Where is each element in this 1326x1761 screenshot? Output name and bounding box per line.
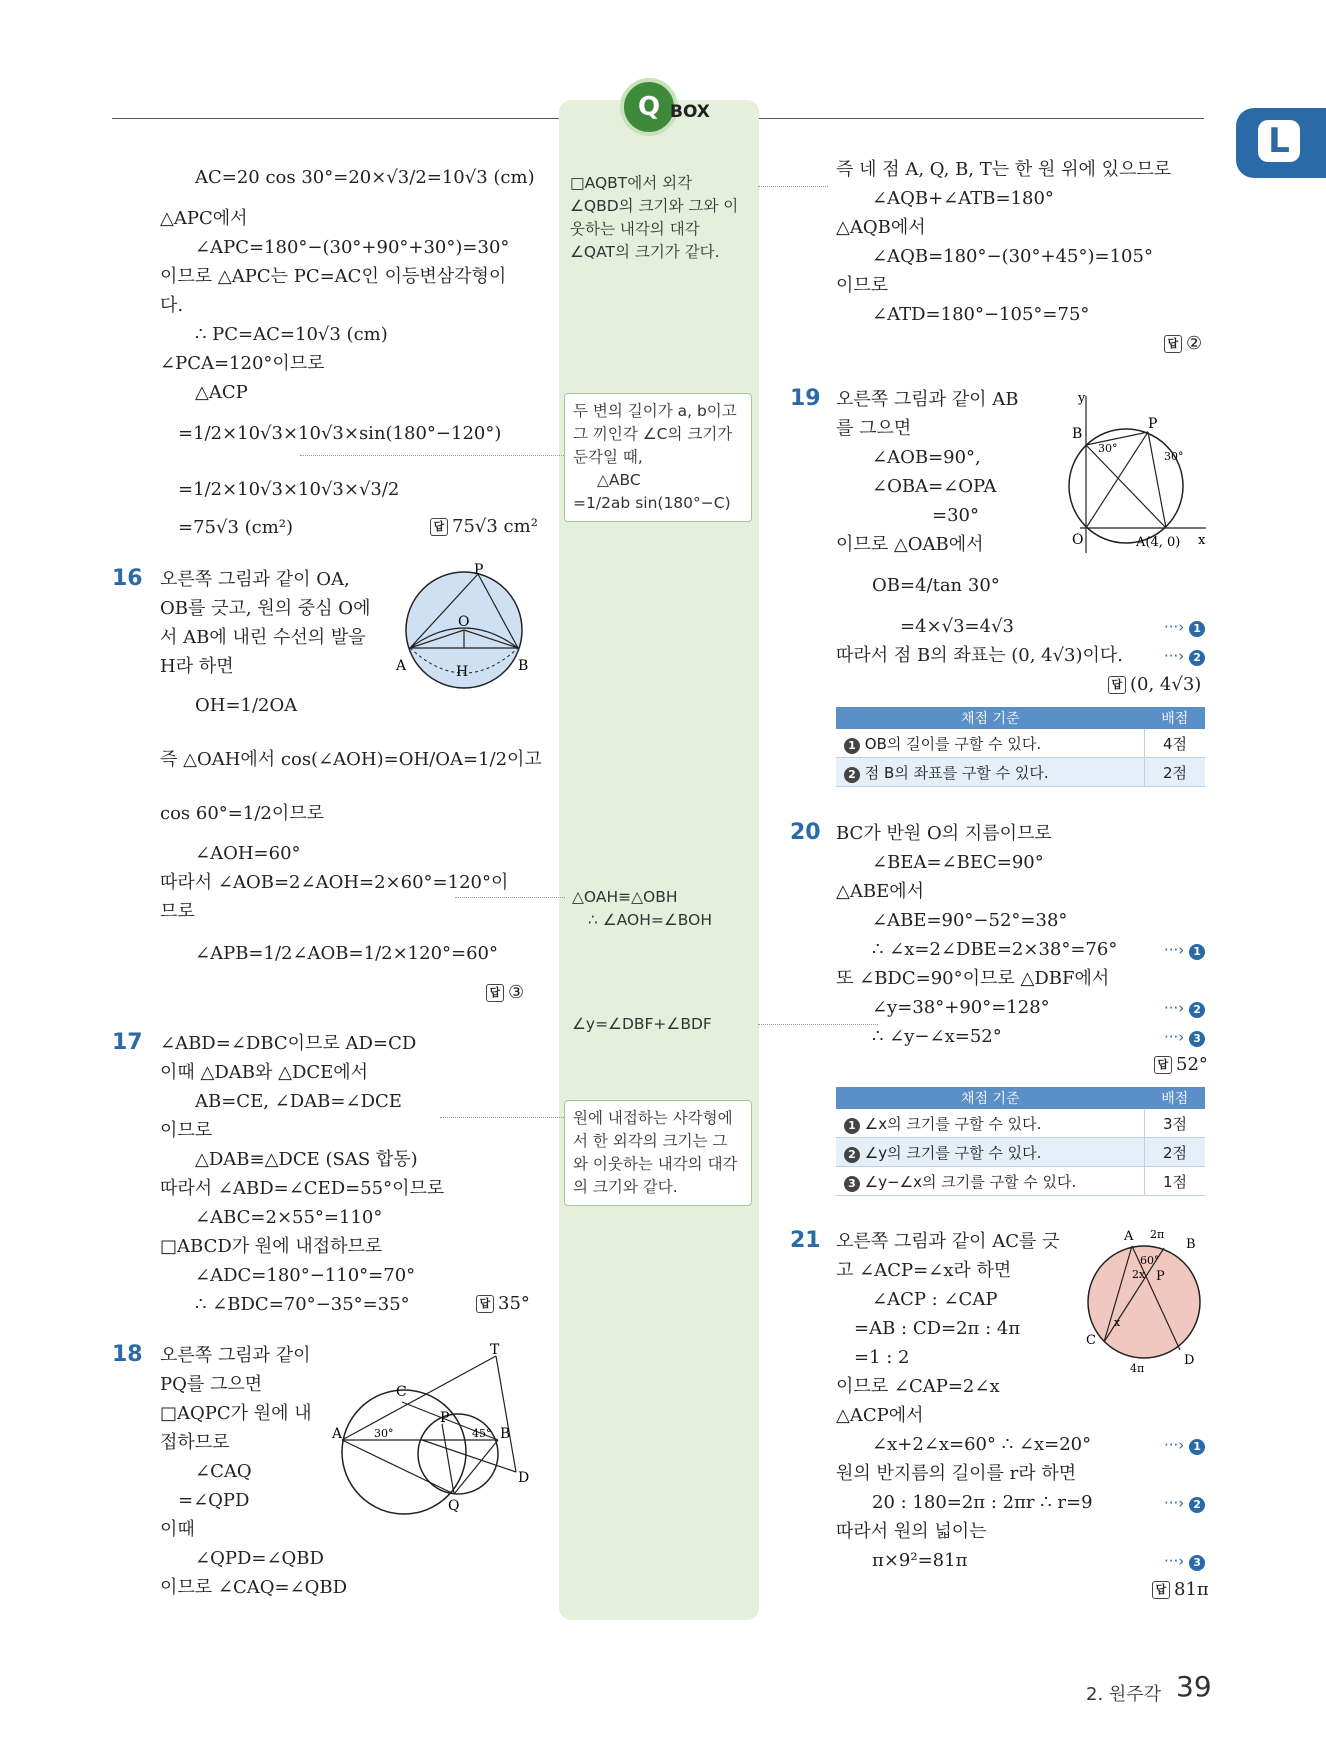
p15-line: ∠APC=180°−(30°+90°+30°)=30° xyxy=(195,237,510,258)
qbox-note-2 xyxy=(564,393,752,522)
p18c-line: ∠AQB+∠ATB=180° xyxy=(872,188,1054,209)
p20-rubric-table xyxy=(836,1087,1205,1196)
fig-label: x xyxy=(1198,533,1206,548)
fig-label: A xyxy=(1124,1229,1134,1244)
step-marker: ···› 1 xyxy=(1164,618,1205,637)
p17-answer xyxy=(476,1293,530,1314)
p19-line: 를 그으면 xyxy=(836,418,912,439)
step-number: 3 xyxy=(844,1176,860,1192)
step-number: 2 xyxy=(1189,1497,1205,1513)
p20-line: ∠BEA=∠BEC=90° xyxy=(872,852,1044,873)
leader-line xyxy=(758,186,828,187)
p15-line: ∴ PC=AC=10√3 (cm) xyxy=(195,324,388,345)
p19-line: 이므로 △OAB에서 xyxy=(836,534,984,555)
step-marker: ···› 2 xyxy=(1164,1494,1205,1513)
step-number: 1 xyxy=(1189,944,1205,960)
rubric-header: 배점 xyxy=(1145,707,1206,729)
p18-line: ∠QPD=∠QBD xyxy=(195,1548,324,1569)
p18-line: □AQPC가 원에 내 xyxy=(160,1403,312,1424)
p18-line: 이므로 ∠CAQ=∠QBD xyxy=(160,1577,348,1598)
p21-answer-text: 81π xyxy=(1174,1579,1209,1600)
note-line: 둔각일 때, xyxy=(573,448,643,466)
p15-answer xyxy=(430,516,538,537)
problem-number: 18 xyxy=(112,1342,143,1367)
qbox-note-5 xyxy=(564,1100,752,1206)
rubric-header: 채점 기준 xyxy=(836,707,1145,729)
step-number: 1 xyxy=(844,1118,860,1134)
rubric-text: OB의 길이를 구할 수 있다. xyxy=(864,734,1042,753)
p15-line: =1/2×10√3×10√3×sin(180°−120°) xyxy=(178,423,502,444)
answer-icon: 답 xyxy=(1164,335,1182,353)
p20-line: ∴ ∠x=2∠DBE=2×38°=76° xyxy=(872,939,1118,960)
p21-line: △ACP에서 xyxy=(836,1405,924,1426)
chapter-tab-letter: L xyxy=(1258,120,1300,162)
p15-line: ∠PCA=120°이므로 xyxy=(160,353,325,374)
p16-figure xyxy=(396,562,538,688)
rubric-points: 3점 xyxy=(1145,1109,1206,1138)
step-number: 2 xyxy=(1189,1002,1205,1018)
p16-line: 즉 △OAH에서 cos(∠AOH)=OH/OA=1/2이고 xyxy=(160,749,542,770)
qbox-note-4 xyxy=(572,1013,712,1036)
fig-label: O xyxy=(458,614,470,630)
note-line: ∴ ∠AOH=∠BOH xyxy=(588,911,712,929)
p19-line: ∠OBA=∠OPA xyxy=(872,476,997,497)
qbox-note-3 xyxy=(572,886,712,932)
footer-page-number: 39 xyxy=(1176,1670,1212,1703)
fig-label: 30° xyxy=(1098,442,1118,455)
leader-line xyxy=(455,897,565,898)
note-line: 두 변의 길이가 a, b이고 xyxy=(573,402,737,420)
p17-line: 이므로 xyxy=(160,1120,213,1141)
note-line: △ABC xyxy=(597,471,641,489)
fig-label: 4π xyxy=(1130,1362,1145,1375)
problem-number: 21 xyxy=(790,1228,821,1253)
step-marker: ···› 1 xyxy=(1164,1436,1205,1455)
qbox-note-1 xyxy=(570,172,738,264)
p19-rubric-table xyxy=(836,707,1205,787)
p16-line: OH=1/2OA xyxy=(195,695,298,716)
p16-line: 서 AB에 내린 수선의 발을 xyxy=(160,627,366,648)
note-line: 웃하는 내각의 대각 xyxy=(570,220,700,238)
qbox-column xyxy=(559,100,759,1620)
p21-line: π×9²=81π xyxy=(872,1550,968,1571)
p18c-line: ∠ATD=180°−105°=75° xyxy=(872,304,1090,325)
p18-line: =∠QPD xyxy=(178,1490,250,1511)
answer-icon: 답 xyxy=(1154,1056,1172,1074)
fig-label: B xyxy=(1072,426,1083,442)
note-line: 그 끼인각 ∠C의 크기가 xyxy=(573,425,733,443)
p17-answer-text: 35° xyxy=(498,1293,530,1314)
step-number: 1 xyxy=(1189,1439,1205,1455)
p21-line: 20 : 180=2π : 2πr ∴ r=9 xyxy=(872,1492,1093,1513)
note-line: 원에 내접하는 사각형에 xyxy=(573,1109,733,1127)
p16-line: 오른쪽 그림과 같이 OA, xyxy=(160,569,350,590)
problem-number: 20 xyxy=(790,820,821,845)
p17-line: □ABCD가 원에 내접하므로 xyxy=(160,1236,383,1257)
fig-label: B xyxy=(518,658,529,674)
p19-answer-text: (0, 4√3) xyxy=(1130,674,1202,695)
fig-label: 30° xyxy=(374,1427,394,1440)
fig-label: P xyxy=(474,562,484,578)
step-number: 2 xyxy=(844,767,860,783)
p17-line: 이때 △DAB와 △DCE에서 xyxy=(160,1062,369,1083)
p20-line: ∴ ∠y−∠x=52° xyxy=(872,1026,1002,1047)
p17-line: △DAB≡△DCE (SAS 합동) xyxy=(195,1149,418,1170)
p18-line: ∠CAQ xyxy=(195,1461,252,1482)
p15-line: =1/2×10√3×10√3×√3/2 xyxy=(178,479,400,500)
fig-label: 2x xyxy=(1132,1268,1146,1281)
p20-answer-text: 52° xyxy=(1176,1054,1208,1075)
p21-line: 따라서 원의 넓이는 xyxy=(836,1521,987,1542)
answer-icon: 답 xyxy=(1108,676,1126,694)
rubric-cell xyxy=(836,758,1145,787)
step-number: 2 xyxy=(844,1147,860,1163)
p21-line: ∠x+2∠x=60° ∴ ∠x=20° xyxy=(872,1434,1092,1455)
step-marker: ···› 2 xyxy=(1164,647,1205,666)
p20-answer xyxy=(1154,1054,1208,1075)
fig-label: D xyxy=(1184,1353,1195,1368)
qbox-title: BOX xyxy=(670,102,710,122)
p20-line: △ABE에서 xyxy=(836,881,924,902)
problem-number: 16 xyxy=(112,566,143,591)
fig-label: C xyxy=(1086,1333,1096,1348)
fig-label: H xyxy=(456,664,469,680)
p21-answer xyxy=(1152,1579,1209,1600)
note-line: ∠y=∠DBF+∠BDF xyxy=(572,1015,712,1033)
fig-label: A xyxy=(332,1426,343,1442)
p19-line: ∠AOB=90°, xyxy=(872,447,981,468)
p15-answer-text: 75√3 cm² xyxy=(452,516,538,537)
p18c-line: ∠AQB=180°−(30°+45°)=105° xyxy=(872,246,1153,267)
fig-label: C xyxy=(396,1384,407,1400)
fig-label: 45° xyxy=(472,1427,492,1440)
p15-line: 다. xyxy=(160,295,184,316)
qbox-badge: Q xyxy=(620,78,678,136)
p18-answer-text: ② xyxy=(1186,333,1203,354)
p20-line: BC가 반원 O의 지름이므로 xyxy=(836,823,1052,844)
chapter-tab xyxy=(1236,108,1326,178)
p17-line: 따라서 ∠ABD=∠CED=55°이므로 xyxy=(160,1178,445,1199)
p16-line: OB를 긋고, 원의 중심 O에 xyxy=(160,598,371,619)
p17-line: ∴ ∠BDC=70°−35°=35° xyxy=(195,1294,410,1315)
rubric-text: 점 B의 좌표를 구할 수 있다. xyxy=(864,763,1049,782)
p20-line: 또 ∠BDC=90°이므로 △DBF에서 xyxy=(836,968,1110,989)
p21-line: 오른쪽 그림과 같이 AC를 긋 xyxy=(836,1231,1060,1252)
p15-line: 이므로 △APC는 PC=AC인 이등변삼각형이 xyxy=(160,266,507,287)
problem-number: 17 xyxy=(112,1030,143,1055)
fig-label: P xyxy=(1156,1269,1165,1284)
leader-line xyxy=(758,1024,878,1025)
p19-figure xyxy=(1050,388,1210,558)
step-number: 1 xyxy=(1189,621,1205,637)
problem-number: 19 xyxy=(790,386,821,411)
rubric-points: 2점 xyxy=(1145,758,1206,787)
p19-line: =30° xyxy=(932,505,979,526)
p20-line: ∠y=38°+90°=128° xyxy=(872,997,1050,1018)
step-marker: ···› 1 xyxy=(1164,941,1205,960)
header-rule-left xyxy=(112,118,560,119)
p18c-line: 즉 네 점 A, Q, B, T는 한 원 위에 있으므로 xyxy=(836,159,1172,180)
p19-line: 따라서 점 B의 좌표는 (0, 4√3)이다. xyxy=(836,645,1124,666)
fig-label: O xyxy=(1072,532,1084,548)
p18-line: 이때 xyxy=(160,1519,195,1540)
fig-label: B xyxy=(500,1426,511,1442)
fig-label: B xyxy=(1186,1237,1196,1252)
p21-line: 이므로 ∠CAP=2∠x xyxy=(836,1376,1000,1397)
fig-label: P xyxy=(1148,416,1158,432)
step-number: 3 xyxy=(1189,1031,1205,1047)
p17-line: ∠ABD=∠DBC이므로 AD=CD xyxy=(160,1033,417,1054)
p18-line: PQ를 그으면 xyxy=(160,1374,263,1395)
p16-line: H라 하면 xyxy=(160,656,234,677)
note-line: =1/2ab sin(180°−C) xyxy=(573,494,731,512)
p18-line: 오른쪽 그림과 같이 xyxy=(160,1345,311,1366)
p16-line: ∠AOH=60° xyxy=(195,843,301,864)
rubric-cell xyxy=(836,1109,1145,1138)
answer-icon: 답 xyxy=(476,1295,494,1313)
p19-line: 오른쪽 그림과 같이 AB xyxy=(836,389,1019,410)
fig-label: 60° xyxy=(1140,1254,1160,1267)
note-line: □AQBT에서 외각 xyxy=(570,174,693,192)
p21-line: =1 : 2 xyxy=(854,1347,910,1368)
p18-figure xyxy=(332,1344,532,1524)
p15-line: △ACP xyxy=(195,382,248,403)
p19-line: OB=4/tan 30° xyxy=(872,575,1000,596)
p18c-line: △AQB에서 xyxy=(836,217,926,238)
p16-line: cos 60°=1/2이므로 xyxy=(160,803,324,824)
fig-label: 30° xyxy=(1164,450,1184,463)
answer-icon: 답 xyxy=(486,984,504,1002)
note-line: 서 한 외각의 크기는 그 xyxy=(573,1132,728,1150)
p16-line: ∠APB=1/2∠AOB=1/2×120°=60° xyxy=(195,943,499,964)
fig-label: x xyxy=(1114,1316,1121,1329)
note-line: ∠QBD의 크기와 그와 이 xyxy=(570,197,739,215)
rubric-text: ∠y−∠x의 크기를 구할 수 있다. xyxy=(864,1172,1077,1191)
rubric-cell xyxy=(836,1167,1145,1196)
fig-label: 2π xyxy=(1150,1228,1165,1241)
p21-line: 원의 반지름의 길이를 r라 하면 xyxy=(836,1463,1077,1484)
p15-line: =75√3 (cm²) xyxy=(178,517,294,538)
note-line: 와 이웃하는 내각의 대각 xyxy=(573,1155,738,1173)
fig-label: T xyxy=(490,1342,500,1358)
fig-label: Q xyxy=(448,1498,460,1514)
p17-line: AB=CE, ∠DAB=∠DCE xyxy=(195,1091,402,1112)
p18-answer xyxy=(1164,333,1202,354)
p19-line: =4×√3=4√3 xyxy=(900,616,1014,637)
step-marker: ···› 2 xyxy=(1164,999,1205,1018)
note-line: △OAH≡△OBH xyxy=(572,888,678,906)
leader-line xyxy=(440,1117,564,1118)
step-marker: ···› 3 xyxy=(1164,1552,1205,1571)
rubric-points: 1점 xyxy=(1145,1167,1206,1196)
p17-line: ∠ADC=180°−110°=70° xyxy=(195,1265,416,1286)
rubric-points: 2점 xyxy=(1145,1138,1206,1167)
fig-label: P xyxy=(440,1410,450,1426)
p15-line: △APC에서 xyxy=(160,208,248,229)
p21-line: =AB : CD=2π : 4π xyxy=(854,1318,1021,1339)
note-line: ∠QAT의 크기가 같다. xyxy=(570,243,720,261)
step-number: 3 xyxy=(1189,1555,1205,1571)
header-rule-right xyxy=(759,118,1204,119)
rubric-header: 배점 xyxy=(1145,1087,1206,1109)
p21-line: 고 ∠ACP=∠x라 하면 xyxy=(836,1260,1012,1281)
p19-answer xyxy=(1108,674,1201,695)
rubric-cell xyxy=(836,729,1145,758)
footer-section-title: 2. 원주각 xyxy=(1086,1684,1162,1705)
step-number: 2 xyxy=(1189,650,1205,666)
rubric-text: ∠y의 크기를 구할 수 있다. xyxy=(864,1143,1042,1162)
leader-line xyxy=(300,455,564,456)
answer-icon: 답 xyxy=(1152,1581,1170,1599)
p15-line: AC=20 cos 30°=20×√3/2=10√3 (cm) xyxy=(195,167,535,188)
rubric-points: 4점 xyxy=(1145,729,1206,758)
rubric-cell xyxy=(836,1138,1145,1167)
fig-label: y xyxy=(1078,391,1086,406)
p17-line: ∠ABC=2×55°=110° xyxy=(195,1207,383,1228)
p18c-line: 이므로 xyxy=(836,275,889,296)
p16-answer xyxy=(486,982,524,1003)
p16-line: 따라서 ∠AOB=2∠AOH=2×60°=120°이 xyxy=(160,872,509,893)
rubric-header: 채점 기준 xyxy=(836,1087,1145,1109)
rubric-text: ∠x의 크기를 구할 수 있다. xyxy=(864,1114,1042,1133)
step-number: 1 xyxy=(844,738,860,754)
fig-label: A xyxy=(396,658,407,674)
p20-line: ∠ABE=90°−52°=38° xyxy=(872,910,1068,931)
answer-icon: 답 xyxy=(430,518,448,536)
p18-line: 접하므로 xyxy=(160,1432,230,1453)
p21-line: ∠ACP : ∠CAP xyxy=(872,1289,998,1310)
note-line: 의 크기와 같다. xyxy=(573,1178,678,1196)
p16-answer-text: ③ xyxy=(508,982,525,1003)
step-marker: ···› 3 xyxy=(1164,1028,1205,1047)
p16-line: 므로 xyxy=(160,901,195,922)
p21-figure xyxy=(1080,1226,1210,1376)
fig-label: A(4, 0) xyxy=(1136,535,1181,550)
fig-label: D xyxy=(518,1470,530,1486)
